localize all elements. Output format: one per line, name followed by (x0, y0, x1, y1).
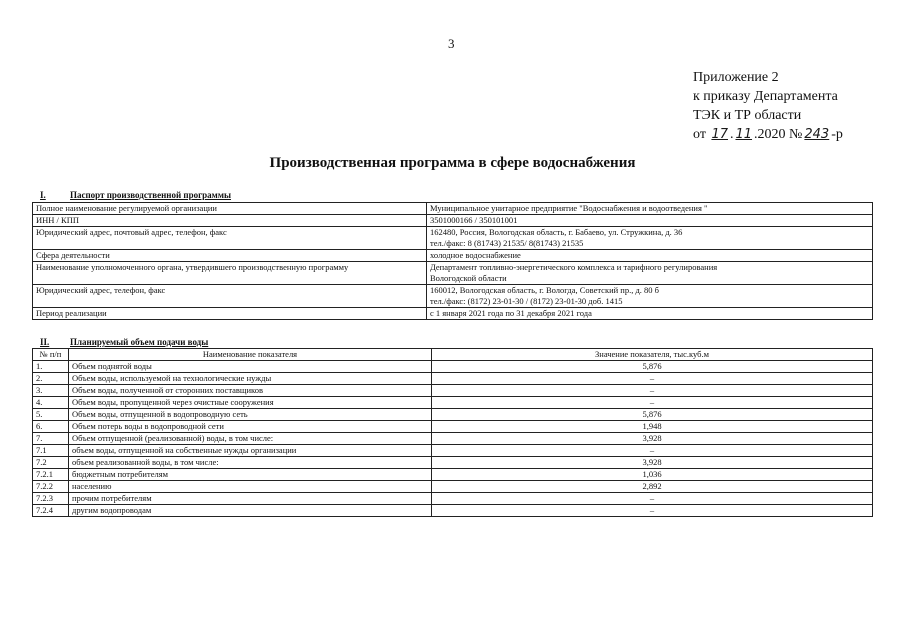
row-indicator-name: другим водопроводам (69, 505, 432, 517)
passport-label: ИНН / КПП (33, 215, 427, 227)
passport-row (33, 262, 873, 285)
appendix-date-line: от 17 . 11 .2020 № 243 -р (693, 127, 843, 142)
row-number: 7.2.3 (33, 493, 69, 505)
row-number: 4. (33, 397, 69, 409)
row-indicator-name: прочим потребителям (69, 493, 432, 505)
table-row (33, 421, 873, 433)
passport-label: Период реализации (33, 308, 427, 320)
passport-row (33, 215, 873, 227)
table-row (33, 361, 873, 373)
row-number: 7.2.2 (33, 481, 69, 493)
year-text: .2020 № (754, 127, 803, 142)
passport-value-line: Муниципальное унитарное предприятие "Водоснабжения и водоотведения " (430, 203, 708, 213)
table-row (33, 493, 873, 505)
passport-row (33, 203, 873, 215)
table-header-row (33, 349, 873, 361)
table-row (33, 457, 873, 469)
document-title: Производственная программа в сфере водоснабжения (269, 155, 636, 171)
row-indicator-name: Объем воды, используемой на технологические нужды (69, 373, 432, 385)
table-row (33, 409, 873, 421)
passport-label: Юридический адрес, телефон, факс (33, 285, 427, 308)
passport-value (427, 262, 873, 285)
row-number: 7. (33, 433, 69, 445)
row-number: 7.2 (33, 457, 69, 469)
row-number: 2. (33, 373, 69, 385)
table-row (33, 505, 873, 517)
row-indicator-value: – (432, 385, 873, 397)
section1-heading (40, 190, 231, 200)
row-number: 3. (33, 385, 69, 397)
row-number: 7.2.4 (33, 505, 69, 517)
row-indicator-value: 1,036 (432, 469, 873, 481)
passport-table (32, 202, 873, 320)
section2-title: Планируемый объем подачи воды (70, 337, 209, 347)
row-indicator-name: Объем отпущенной (реализованной) воды, в том числе: (69, 433, 432, 445)
row-indicator-name: населению (69, 481, 432, 493)
row-indicator-value: 5,876 (432, 409, 873, 421)
table-row (33, 445, 873, 457)
passport-value-line: Вологодской области (430, 273, 507, 283)
passport-value-line: 160012, Вологодская область, г. Вологда, Советский пр., д. 80 б (430, 285, 660, 295)
row-indicator-value: – (432, 445, 873, 457)
passport-value (427, 308, 873, 320)
date-prefix: от (693, 127, 706, 142)
appendix-line-1: Приложение 2 (693, 70, 779, 85)
row-indicator-name: Объем воды, пропущенной через очистные сооружения (69, 397, 432, 409)
header-indicator-value: Значение показателя, тыс.куб.м (432, 349, 873, 361)
passport-value (427, 250, 873, 262)
order-suffix: -р (831, 127, 843, 142)
row-number: 1. (33, 361, 69, 373)
passport-value-line: с 1 января 2021 года по 31 декабря 2021 года (430, 308, 592, 318)
passport-value (427, 227, 873, 250)
passport-value-line: тел./факс: (8172) 23-01-30 / (8172) 23-01-30 доб. 1415 (430, 296, 623, 306)
passport-label: Полное наименование регулируемой организации (33, 203, 427, 215)
row-number: 7.1 (33, 445, 69, 457)
passport-row (33, 308, 873, 320)
row-indicator-name: Объем поднятой воды (69, 361, 432, 373)
row-number: 7.2.1 (33, 469, 69, 481)
section2-heading (40, 337, 208, 347)
handwritten-day: 17 (711, 127, 728, 142)
water-volume-table (32, 348, 873, 517)
header-indicator-name: Наименование показателя (69, 349, 432, 361)
passport-row (33, 227, 873, 250)
appendix-block (693, 68, 843, 144)
row-indicator-name: объем воды, отпущенной на собственные нужды организации (69, 445, 432, 457)
section1-title: Паспорт производственной программы (70, 190, 231, 200)
page-number: 3 (448, 36, 455, 51)
passport-value-line: холодное водоснабжение (430, 250, 521, 260)
passport-value-line: тел./факс: 8 (81743) 21535/ 8(81743) 21535 (430, 238, 584, 248)
handwritten-order-number: 243 (804, 127, 830, 142)
passport-row (33, 250, 873, 262)
row-indicator-value: – (432, 505, 873, 517)
row-number: 6. (33, 421, 69, 433)
section1-number: I. (40, 190, 46, 200)
passport-value (427, 285, 873, 308)
row-indicator-value: 5,876 (432, 361, 873, 373)
table-row (33, 373, 873, 385)
table-row (33, 433, 873, 445)
row-indicator-value: 3,928 (432, 433, 873, 445)
appendix-line-2: к приказу Департамента (693, 89, 838, 104)
table-row (33, 385, 873, 397)
table-row (33, 397, 873, 409)
row-indicator-name: Объем воды, отпущенной в водопроводную сеть (69, 409, 432, 421)
row-indicator-value: – (432, 493, 873, 505)
table-row (33, 481, 873, 493)
passport-value-line: 162480, Россия, Вологодская область, г. Бабаево, ул. Стружкина, д. 36 (430, 227, 683, 237)
row-indicator-name: объем реализованной воды, в том числе: (69, 457, 432, 469)
passport-value (427, 215, 873, 227)
row-indicator-value: – (432, 397, 873, 409)
row-indicator-name: бюджетным потребителям (69, 469, 432, 481)
handwritten-month: 11 (735, 127, 753, 142)
row-indicator-name: Объем потерь воды в водопроводной сети (69, 421, 432, 433)
header-number: № п/п (33, 349, 69, 361)
passport-row (33, 285, 873, 308)
passport-label: Сфера деятельности (33, 250, 427, 262)
row-number: 5. (33, 409, 69, 421)
passport-value (427, 203, 873, 215)
row-indicator-value: 1,948 (432, 421, 873, 433)
row-indicator-value: 2,892 (432, 481, 873, 493)
passport-value-line: Департамент топливно-энергетического комплекса и тарифного регулирования (430, 262, 718, 272)
row-indicator-value: – (432, 373, 873, 385)
row-indicator-value: 3,928 (432, 457, 873, 469)
table-row (33, 469, 873, 481)
row-indicator-name: Объем воды, полученной от сторонних поставщиков (69, 385, 432, 397)
passport-label: Юридический адрес, почтовый адрес, телефон, факс (33, 227, 427, 250)
passport-label: Наименование уполномоченного органа, утвердившего производственную программу (33, 262, 427, 285)
section2-number: II. (40, 337, 50, 347)
passport-value-line: 3501000166 / 350101001 (430, 215, 518, 225)
appendix-line-3: ТЭК и ТР области (693, 108, 802, 123)
